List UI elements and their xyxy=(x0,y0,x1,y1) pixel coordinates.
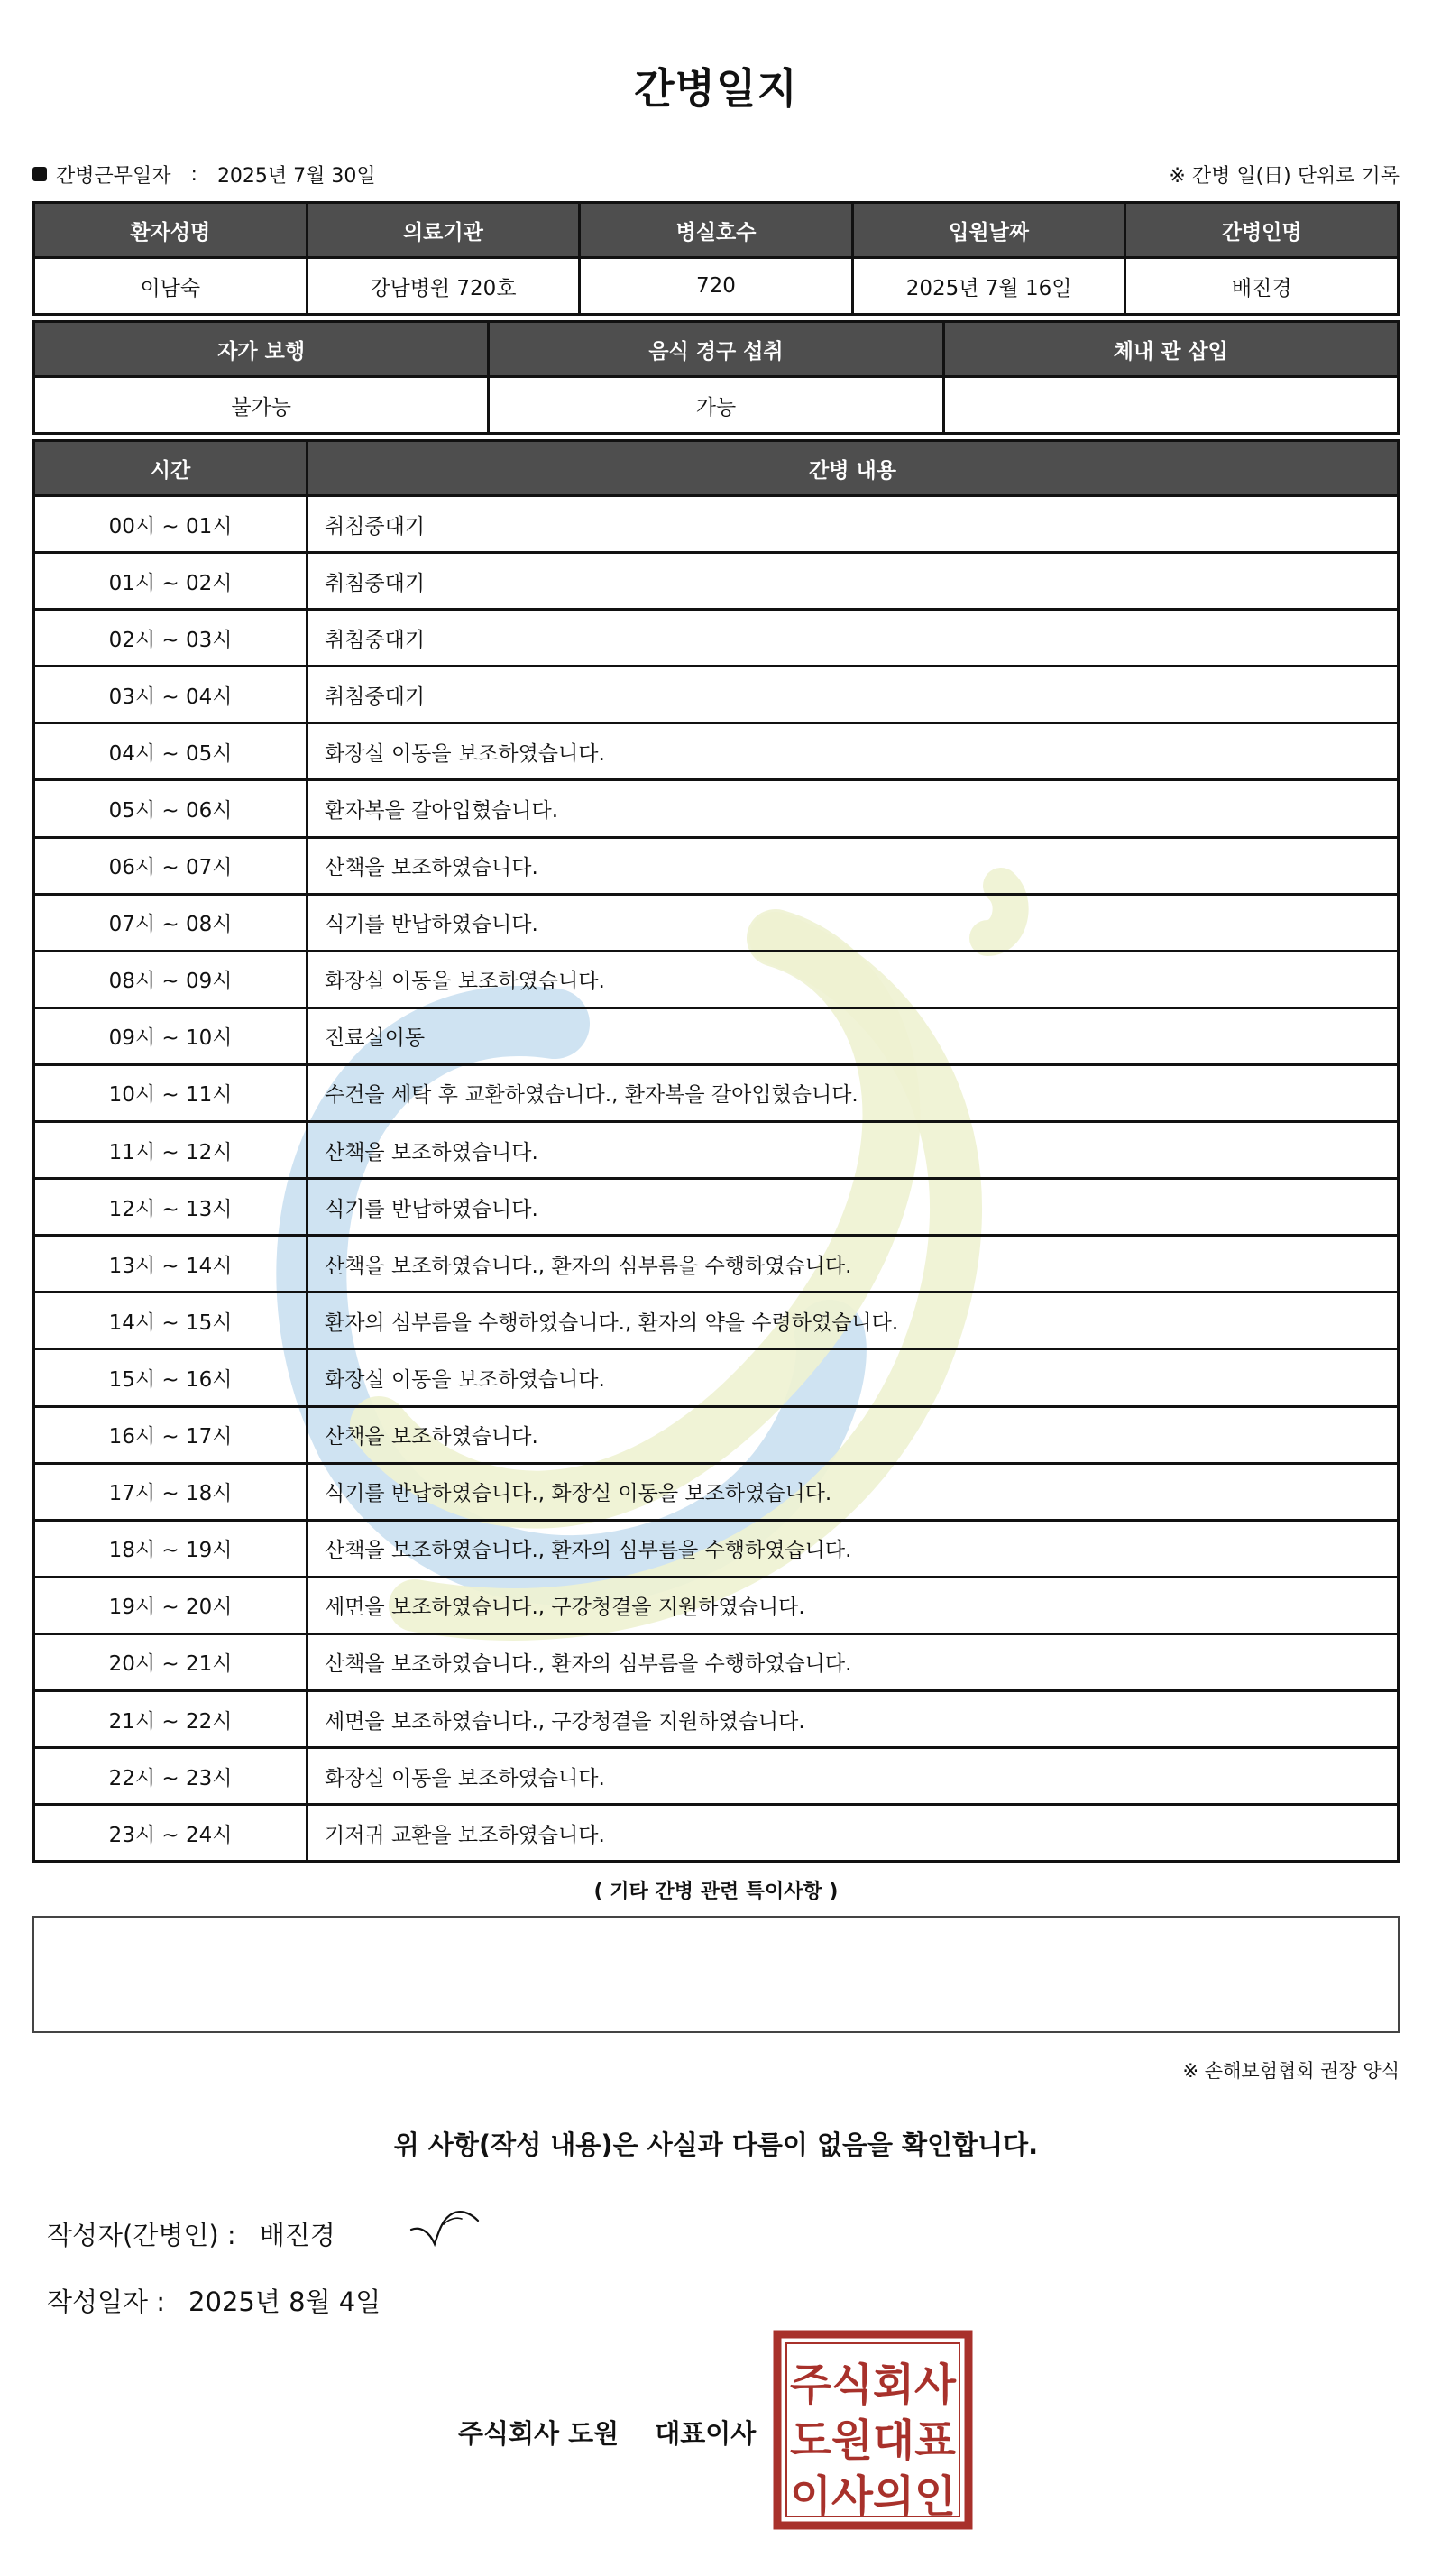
care-log-time: 11시 ~ 12시 xyxy=(34,1122,308,1179)
care-log-content: 기저귀 교환을 보조하였습니다. xyxy=(308,1805,1399,1862)
care-log-content: 수건을 세탁 후 교환하였습니다., 환자복을 갈아입혔습니다. xyxy=(308,1064,1399,1121)
company-seal xyxy=(772,2329,974,2531)
written-date-row xyxy=(47,2282,381,2319)
care-log-row xyxy=(34,667,1399,723)
work-date xyxy=(32,161,376,189)
care-log-content: 산책을 보조하였습니다., 환자의 심부름을 수행하였습니다. xyxy=(308,1633,1399,1690)
writer-label: 작성자(간병인) : xyxy=(47,2220,236,2250)
care-log-content: 세면을 보조하였습니다., 구강청결을 지원하였습니다. xyxy=(308,1577,1399,1633)
form-note: ※ 손해보험협회 권장 양식 xyxy=(1182,2060,1400,2082)
care-log-header-row xyxy=(34,441,1399,496)
care-log-content: 화장실 이동을 보조하였습니다. xyxy=(308,1748,1399,1805)
care-log-content: 취침중대기 xyxy=(308,553,1399,610)
care-log-time: 02시 ~ 03시 xyxy=(34,610,308,667)
header-caregiver-name: 간병인명 xyxy=(1125,203,1399,258)
confirmation-statement: 위 사항(작성 내용)은 사실과 다름이 없음을 확인합니다. xyxy=(393,2130,1039,2160)
care-log-time: 06시 ~ 07시 xyxy=(34,837,308,894)
header-hospital: 의료기관 xyxy=(307,203,580,258)
header-time: 시간 xyxy=(34,441,308,496)
company-name: 주식회사 도원 xyxy=(458,2418,620,2449)
self-walking: 불가능 xyxy=(34,377,489,434)
signature xyxy=(408,2206,489,2251)
care-log-row xyxy=(34,1463,1399,1520)
written-date-value: 2025년 8월 4일 xyxy=(188,2286,381,2317)
notes-box xyxy=(32,1916,1400,2033)
care-log-time: 08시 ~ 09시 xyxy=(34,951,308,1007)
bullet-icon xyxy=(32,167,47,181)
care-log-row xyxy=(34,951,1399,1007)
care-log-time: 14시 ~ 15시 xyxy=(34,1293,308,1349)
care-log-content: 산책을 보조하였습니다., 환자의 심부름을 수행하였습니다. xyxy=(308,1236,1399,1293)
room-number: 720 xyxy=(580,258,853,315)
work-date-separator: : xyxy=(190,162,197,186)
written-date-label: 작성일자 : xyxy=(47,2286,166,2317)
care-log-content: 세면을 보조하였습니다., 구강청결을 지원하였습니다. xyxy=(308,1690,1399,1747)
care-log-row xyxy=(34,1406,1399,1463)
care-log-row xyxy=(34,1577,1399,1633)
patient-info-value-row xyxy=(34,258,1399,315)
care-log-row xyxy=(34,610,1399,667)
company-row xyxy=(458,2414,756,2451)
care-log-time: 23시 ~ 24시 xyxy=(34,1805,308,1862)
care-log-row xyxy=(34,780,1399,837)
care-log-time: 00시 ~ 01시 xyxy=(34,496,308,553)
care-log-row xyxy=(34,496,1399,553)
care-log-time: 18시 ~ 19시 xyxy=(34,1520,308,1577)
header-tube-insertion: 체내 관 삽입 xyxy=(943,322,1398,377)
care-log-row xyxy=(34,1690,1399,1747)
care-log-body xyxy=(34,496,1399,1862)
care-log-content: 진료실이동 xyxy=(308,1007,1399,1064)
header-patient-name: 환자성명 xyxy=(34,203,308,258)
writer-row xyxy=(47,2215,335,2252)
patient-info-table xyxy=(32,201,1400,316)
care-log-time: 04시 ~ 05시 xyxy=(34,723,308,780)
care-log-content: 환자복을 갈아입혔습니다. xyxy=(308,780,1399,837)
care-log-time: 05시 ~ 06시 xyxy=(34,780,308,837)
header-care-content: 간병 내용 xyxy=(308,441,1399,496)
care-log-content: 식기를 반납하였습니다., 화장실 이동을 보조하였습니다. xyxy=(308,1463,1399,1520)
record-unit-note: ※ 간병 일(日) 단위로 기록 xyxy=(1169,164,1400,188)
care-log-content: 식기를 반납하였습니다. xyxy=(308,894,1399,951)
care-log-table xyxy=(32,439,1400,1863)
care-log-content: 산책을 보조하였습니다. xyxy=(308,1406,1399,1463)
writer-name: 배진경 xyxy=(259,2220,335,2250)
care-log-row xyxy=(34,1236,1399,1293)
admission-date: 2025년 7월 16일 xyxy=(852,258,1125,315)
care-log-content: 산책을 보조하였습니다., 환자의 심부름을 수행하였습니다. xyxy=(308,1520,1399,1577)
care-log-time: 01시 ~ 02시 xyxy=(34,553,308,610)
care-log-content: 취침중대기 xyxy=(308,610,1399,667)
care-log-content: 산책을 보조하였습니다. xyxy=(308,837,1399,894)
care-log-time: 15시 ~ 16시 xyxy=(34,1349,308,1406)
care-log-time: 21시 ~ 22시 xyxy=(34,1690,308,1747)
hospital: 강남병원 720호 xyxy=(307,258,580,315)
header-admission-date: 입원날짜 xyxy=(852,203,1125,258)
care-log-time: 13시 ~ 14시 xyxy=(34,1236,308,1293)
care-log-time: 17시 ~ 18시 xyxy=(34,1463,308,1520)
care-log-time: 09시 ~ 10시 xyxy=(34,1007,308,1064)
care-log-content: 화장실 이동을 보조하였습니다. xyxy=(308,1349,1399,1406)
care-log-row xyxy=(34,553,1399,610)
notes-title: ( 기타 간병 관련 특이사항 ) xyxy=(593,1881,839,1903)
tube-insertion xyxy=(943,377,1398,434)
care-log-content: 취침중대기 xyxy=(308,496,1399,553)
care-log-row xyxy=(34,1349,1399,1406)
care-log-row xyxy=(34,1805,1399,1862)
work-date-value: 2025년 7월 30일 xyxy=(216,164,376,188)
patient-status-table xyxy=(32,320,1400,435)
care-log-row xyxy=(34,1633,1399,1690)
care-log-row xyxy=(34,1122,1399,1179)
care-log-time: 22시 ~ 23시 xyxy=(34,1748,308,1805)
patient-status-header-row xyxy=(34,322,1399,377)
patient-status-value-row xyxy=(34,377,1399,434)
care-log-time: 07시 ~ 08시 xyxy=(34,894,308,951)
care-log-content: 산책을 보조하였습니다. xyxy=(308,1122,1399,1179)
header-room-number: 병실호수 xyxy=(580,203,853,258)
seal-text-line: 주식회사 xyxy=(790,2360,957,2410)
care-log-row xyxy=(34,1179,1399,1236)
care-log-row xyxy=(34,837,1399,894)
caregiver-name: 배진경 xyxy=(1125,258,1399,315)
care-log-time: 16시 ~ 17시 xyxy=(34,1406,308,1463)
care-log-content: 취침중대기 xyxy=(308,667,1399,723)
care-log-time: 10시 ~ 11시 xyxy=(34,1064,308,1121)
care-log-time: 12시 ~ 13시 xyxy=(34,1179,308,1236)
care-log-row xyxy=(34,1064,1399,1121)
meta-row xyxy=(32,158,1400,190)
oral-intake: 가능 xyxy=(489,377,943,434)
patient-name: 이남숙 xyxy=(34,258,308,315)
care-log-row xyxy=(34,1748,1399,1805)
care-log-row xyxy=(34,894,1399,951)
header-oral-intake: 음식 경구 섭취 xyxy=(489,322,943,377)
patient-info-header-row xyxy=(34,203,1399,258)
work-date-label: 간병근무일자 xyxy=(56,164,171,188)
care-log-content: 환자의 심부름을 수행하였습니다., 환자의 약을 수령하였습니다. xyxy=(308,1293,1399,1349)
care-log-time: 19시 ~ 20시 xyxy=(34,1577,308,1633)
care-log-row xyxy=(34,1007,1399,1064)
care-log-content: 화장실 이동을 보조하였습니다. xyxy=(308,951,1399,1007)
page-title: 간병일지 xyxy=(634,64,798,113)
company-role: 대표이사 xyxy=(655,2418,757,2449)
care-log-row xyxy=(34,1293,1399,1349)
care-log-row xyxy=(34,723,1399,780)
seal-text-line: 이사의인 xyxy=(790,2471,956,2522)
care-log-row xyxy=(34,1520,1399,1577)
care-log-time: 20시 ~ 21시 xyxy=(34,1633,308,1690)
care-log-content: 식기를 반납하였습니다. xyxy=(308,1179,1399,1236)
header-self-walking: 자가 보행 xyxy=(34,322,489,377)
care-log-content: 화장실 이동을 보조하였습니다. xyxy=(308,723,1399,780)
care-log-time: 03시 ~ 04시 xyxy=(34,667,308,723)
seal-text-line: 도원대표 xyxy=(790,2415,957,2466)
